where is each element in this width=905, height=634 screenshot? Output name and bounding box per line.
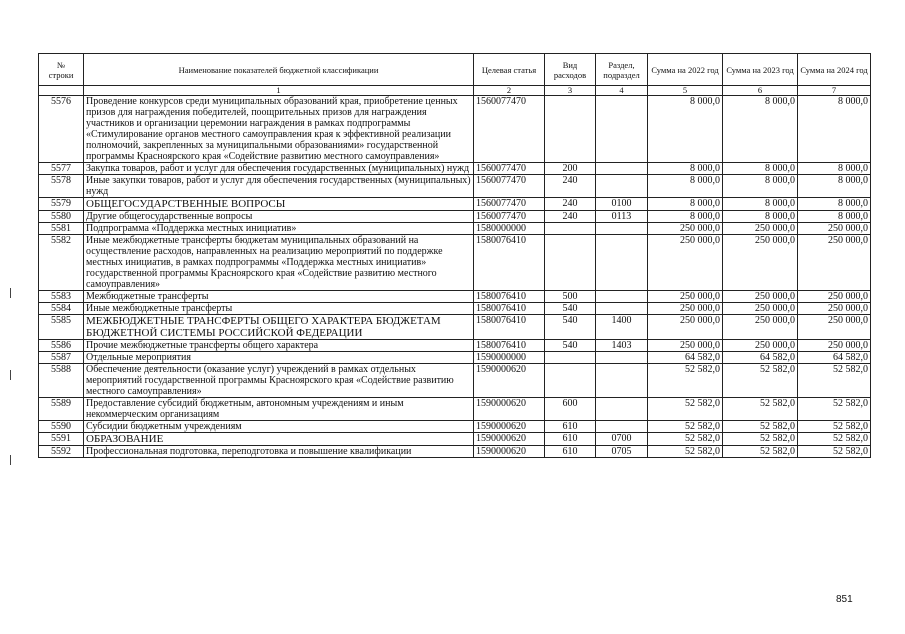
- column-index: 2: [474, 86, 545, 96]
- cell-sum-2023: 52 582,0: [723, 446, 798, 458]
- cell-name: Закупка товаров, работ и услуг для обеспечения государственных (муниципальных) нужд: [84, 163, 474, 175]
- cell-sum-2024: 8 000,0: [798, 198, 871, 211]
- cell-row-no: 5577: [39, 163, 84, 175]
- cell-target: 1590000620: [474, 398, 545, 421]
- cell-name: ОБРАЗОВАНИЕ: [84, 433, 474, 446]
- cell-target: 1580076410: [474, 291, 545, 303]
- cell-sum-2024: 52 582,0: [798, 446, 871, 458]
- cell-row-no: 5589: [39, 398, 84, 421]
- header-sum-2024: Сумма на 2024 год: [798, 54, 871, 86]
- table-row: [39, 291, 871, 303]
- header-target: Целевая статья: [474, 54, 545, 86]
- header-sum-2023: Сумма на 2023 год: [723, 54, 798, 86]
- cell-section: [596, 398, 648, 421]
- table-row: [39, 163, 871, 175]
- cell-sum-2024: 250 000,0: [798, 340, 871, 352]
- cell-sum-2024: 8 000,0: [798, 96, 871, 163]
- cell-sum-2022: 8 000,0: [648, 96, 723, 163]
- header-row-no: № строки: [39, 54, 84, 86]
- cell-section: 1400: [596, 315, 648, 340]
- cell-sum-2022: 52 582,0: [648, 421, 723, 433]
- column-index: [39, 86, 84, 96]
- cell-section: 0113: [596, 211, 648, 223]
- cell-row-no: 5579: [39, 198, 84, 211]
- cell-sum-2023: 250 000,0: [723, 340, 798, 352]
- cell-sum-2023: 250 000,0: [723, 315, 798, 340]
- cell-sum-2024: 250 000,0: [798, 315, 871, 340]
- cell-exp-type: 600: [545, 398, 596, 421]
- cell-name: МЕЖБЮДЖЕТНЫЕ ТРАНСФЕРТЫ ОБЩЕГО ХАРАКТЕРА БЮДЖЕТАМ БЮДЖЕТНОЙ СИСТЕМЫ РОССИЙСКОЙ ФЕДЕРАЦИИ: [84, 315, 474, 340]
- column-index: 5: [648, 86, 723, 96]
- cell-exp-type: [545, 223, 596, 235]
- cell-sum-2024: 52 582,0: [798, 421, 871, 433]
- cell-section: [596, 364, 648, 398]
- cell-name: Иные закупки товаров, работ и услуг для обеспечения государственных (муниципальных) нужд: [84, 175, 474, 198]
- scan-margin-mark: [10, 370, 11, 380]
- cell-sum-2024: 8 000,0: [798, 211, 871, 223]
- table-row: [39, 315, 871, 340]
- table-row: [39, 175, 871, 198]
- cell-section: 1403: [596, 340, 648, 352]
- cell-section: [596, 223, 648, 235]
- cell-sum-2022: 52 582,0: [648, 446, 723, 458]
- cell-sum-2022: 250 000,0: [648, 340, 723, 352]
- cell-section: [596, 96, 648, 163]
- cell-exp-type: 540: [545, 303, 596, 315]
- cell-target: 1590000620: [474, 364, 545, 398]
- scan-margin-mark: [10, 288, 11, 298]
- cell-sum-2022: 52 582,0: [648, 433, 723, 446]
- cell-sum-2022: 64 582,0: [648, 352, 723, 364]
- cell-name: Прочие межбюджетные трансферты общего характера: [84, 340, 474, 352]
- cell-sum-2022: 8 000,0: [648, 198, 723, 211]
- cell-sum-2023: 250 000,0: [723, 291, 798, 303]
- cell-sum-2023: 8 000,0: [723, 96, 798, 163]
- cell-target: 1580000000: [474, 223, 545, 235]
- cell-section: [596, 352, 648, 364]
- cell-sum-2024: 250 000,0: [798, 223, 871, 235]
- cell-sum-2022: 250 000,0: [648, 315, 723, 340]
- cell-target: 1590000620: [474, 433, 545, 446]
- cell-exp-type: 500: [545, 291, 596, 303]
- cell-sum-2023: 8 000,0: [723, 198, 798, 211]
- cell-target: 1590000000: [474, 352, 545, 364]
- cell-name: Предоставление субсидий бюджетным, автономным учреждениям и иным некоммерческим организациям: [84, 398, 474, 421]
- cell-sum-2023: 52 582,0: [723, 364, 798, 398]
- cell-name: Иные межбюджетные трансферты бюджетам муниципальных образований на осуществление расходов, направленных на реализацию мероприятий по поддержке местных инициатив, в рамках подпрограммы «Поддержка местных инициатив» государственной программы Красноярского края «Содействие развитию местного самоуправления»: [84, 235, 474, 291]
- cell-sum-2022: 52 582,0: [648, 364, 723, 398]
- cell-sum-2022: 52 582,0: [648, 398, 723, 421]
- header-name: Наименование показателей бюджетной классификации: [84, 54, 474, 86]
- cell-row-no: 5588: [39, 364, 84, 398]
- cell-row-no: 5586: [39, 340, 84, 352]
- cell-sum-2024: 64 582,0: [798, 352, 871, 364]
- cell-target: 1560077470: [474, 163, 545, 175]
- table-row: [39, 96, 871, 163]
- cell-name: Отдельные мероприятия: [84, 352, 474, 364]
- cell-sum-2024: 8 000,0: [798, 175, 871, 198]
- cell-exp-type: [545, 364, 596, 398]
- cell-target: 1580076410: [474, 303, 545, 315]
- cell-target: 1560077470: [474, 198, 545, 211]
- cell-exp-type: 610: [545, 433, 596, 446]
- cell-row-no: 5576: [39, 96, 84, 163]
- table-row: [39, 223, 871, 235]
- cell-name: Субсидии бюджетным учреждениям: [84, 421, 474, 433]
- column-index: 3: [545, 86, 596, 96]
- cell-section: 0705: [596, 446, 648, 458]
- cell-exp-type: [545, 235, 596, 291]
- cell-sum-2023: 52 582,0: [723, 398, 798, 421]
- cell-target: 1560077470: [474, 211, 545, 223]
- cell-name: Межбюджетные трансферты: [84, 291, 474, 303]
- table-body: [39, 96, 871, 458]
- cell-section: [596, 235, 648, 291]
- cell-row-no: 5585: [39, 315, 84, 340]
- cell-target: 1590000620: [474, 446, 545, 458]
- cell-sum-2024: 250 000,0: [798, 291, 871, 303]
- cell-row-no: 5582: [39, 235, 84, 291]
- cell-name: Иные межбюджетные трансферты: [84, 303, 474, 315]
- table-row: [39, 303, 871, 315]
- cell-sum-2022: 8 000,0: [648, 175, 723, 198]
- cell-exp-type: 240: [545, 175, 596, 198]
- cell-exp-type: [545, 96, 596, 163]
- cell-exp-type: 240: [545, 198, 596, 211]
- cell-sum-2023: 8 000,0: [723, 175, 798, 198]
- cell-name: Проведение конкурсов среди муниципальных образований края, приобретение ценных призов для награждения победителей, поощрительных призов для награждения участников и организации церемонии награждения в рамках подпрограммы «Стимулирование органов местного самоуправления края к эффективной реализации полномочий, закрепленных за муниципальными образованиями» государственной программы Красноярского края «Содействие развитию местного самоуправления»: [84, 96, 474, 163]
- cell-sum-2023: 8 000,0: [723, 163, 798, 175]
- cell-name: Профессиональная подготовка, переподготовка и повышение квалификации: [84, 446, 474, 458]
- budget-table: [38, 53, 871, 458]
- cell-row-no: 5590: [39, 421, 84, 433]
- cell-sum-2024: 52 582,0: [798, 364, 871, 398]
- cell-sum-2022: 250 000,0: [648, 291, 723, 303]
- table-row: [39, 235, 871, 291]
- table-row: [39, 211, 871, 223]
- cell-sum-2023: 250 000,0: [723, 235, 798, 291]
- cell-sum-2022: 250 000,0: [648, 223, 723, 235]
- cell-exp-type: 540: [545, 315, 596, 340]
- cell-sum-2022: 8 000,0: [648, 211, 723, 223]
- cell-sum-2023: 64 582,0: [723, 352, 798, 364]
- table-row: [39, 398, 871, 421]
- cell-row-no: 5584: [39, 303, 84, 315]
- cell-exp-type: [545, 352, 596, 364]
- table-row: [39, 433, 871, 446]
- cell-sum-2023: 52 582,0: [723, 433, 798, 446]
- cell-row-no: 5578: [39, 175, 84, 198]
- cell-sum-2024: 52 582,0: [798, 398, 871, 421]
- cell-exp-type: 610: [545, 446, 596, 458]
- column-index: 6: [723, 86, 798, 96]
- table-row: [39, 446, 871, 458]
- cell-section: [596, 175, 648, 198]
- cell-sum-2023: 8 000,0: [723, 211, 798, 223]
- cell-name: Подпрограмма «Поддержка местных инициатив»: [84, 223, 474, 235]
- cell-target: 1580076410: [474, 315, 545, 340]
- cell-sum-2022: 250 000,0: [648, 303, 723, 315]
- cell-row-no: 5581: [39, 223, 84, 235]
- cell-target: 1560077470: [474, 96, 545, 163]
- cell-name: ОБЩЕГОСУДАРСТВЕННЫЕ ВОПРОСЫ: [84, 198, 474, 211]
- cell-exp-type: 240: [545, 211, 596, 223]
- cell-target: 1590000620: [474, 421, 545, 433]
- cell-sum-2022: 250 000,0: [648, 235, 723, 291]
- cell-sum-2024: 250 000,0: [798, 303, 871, 315]
- page-number: 851: [836, 594, 853, 605]
- column-index: 1: [84, 86, 474, 96]
- cell-row-no: 5587: [39, 352, 84, 364]
- cell-sum-2024: 52 582,0: [798, 433, 871, 446]
- cell-section: [596, 303, 648, 315]
- cell-section: [596, 163, 648, 175]
- cell-row-no: 5580: [39, 211, 84, 223]
- header-section: Раздел, подраздел: [596, 54, 648, 86]
- cell-section: 0100: [596, 198, 648, 211]
- cell-name: Обеспечение деятельности (оказание услуг) учреждений в рамках отдельных мероприятий государственной программы Красноярского края «Содействие развитию местного самоуправления»: [84, 364, 474, 398]
- cell-target: 1580076410: [474, 235, 545, 291]
- table-row: [39, 340, 871, 352]
- cell-sum-2024: 8 000,0: [798, 163, 871, 175]
- cell-section: 0700: [596, 433, 648, 446]
- table-row: [39, 421, 871, 433]
- cell-sum-2023: 52 582,0: [723, 421, 798, 433]
- cell-row-no: 5583: [39, 291, 84, 303]
- cell-sum-2022: 8 000,0: [648, 163, 723, 175]
- cell-exp-type: 200: [545, 163, 596, 175]
- table-row: [39, 352, 871, 364]
- cell-target: 1580076410: [474, 340, 545, 352]
- cell-section: [596, 421, 648, 433]
- cell-row-no: 5592: [39, 446, 84, 458]
- header-exp-type: Вид расходов: [545, 54, 596, 86]
- cell-target: 1560077470: [474, 175, 545, 198]
- table-row: [39, 198, 871, 211]
- cell-exp-type: 610: [545, 421, 596, 433]
- cell-sum-2024: 250 000,0: [798, 235, 871, 291]
- table-row: [39, 364, 871, 398]
- column-index: 7: [798, 86, 871, 96]
- cell-exp-type: 540: [545, 340, 596, 352]
- table-header-row: [39, 54, 871, 86]
- cell-sum-2023: 250 000,0: [723, 223, 798, 235]
- header-sum-2022: Сумма на 2022 год: [648, 54, 723, 86]
- cell-section: [596, 291, 648, 303]
- cell-name: Другие общегосударственные вопросы: [84, 211, 474, 223]
- cell-row-no: 5591: [39, 433, 84, 446]
- scan-margin-mark: [10, 455, 11, 465]
- cell-sum-2023: 250 000,0: [723, 303, 798, 315]
- column-index: 4: [596, 86, 648, 96]
- column-index-row: [39, 86, 871, 96]
